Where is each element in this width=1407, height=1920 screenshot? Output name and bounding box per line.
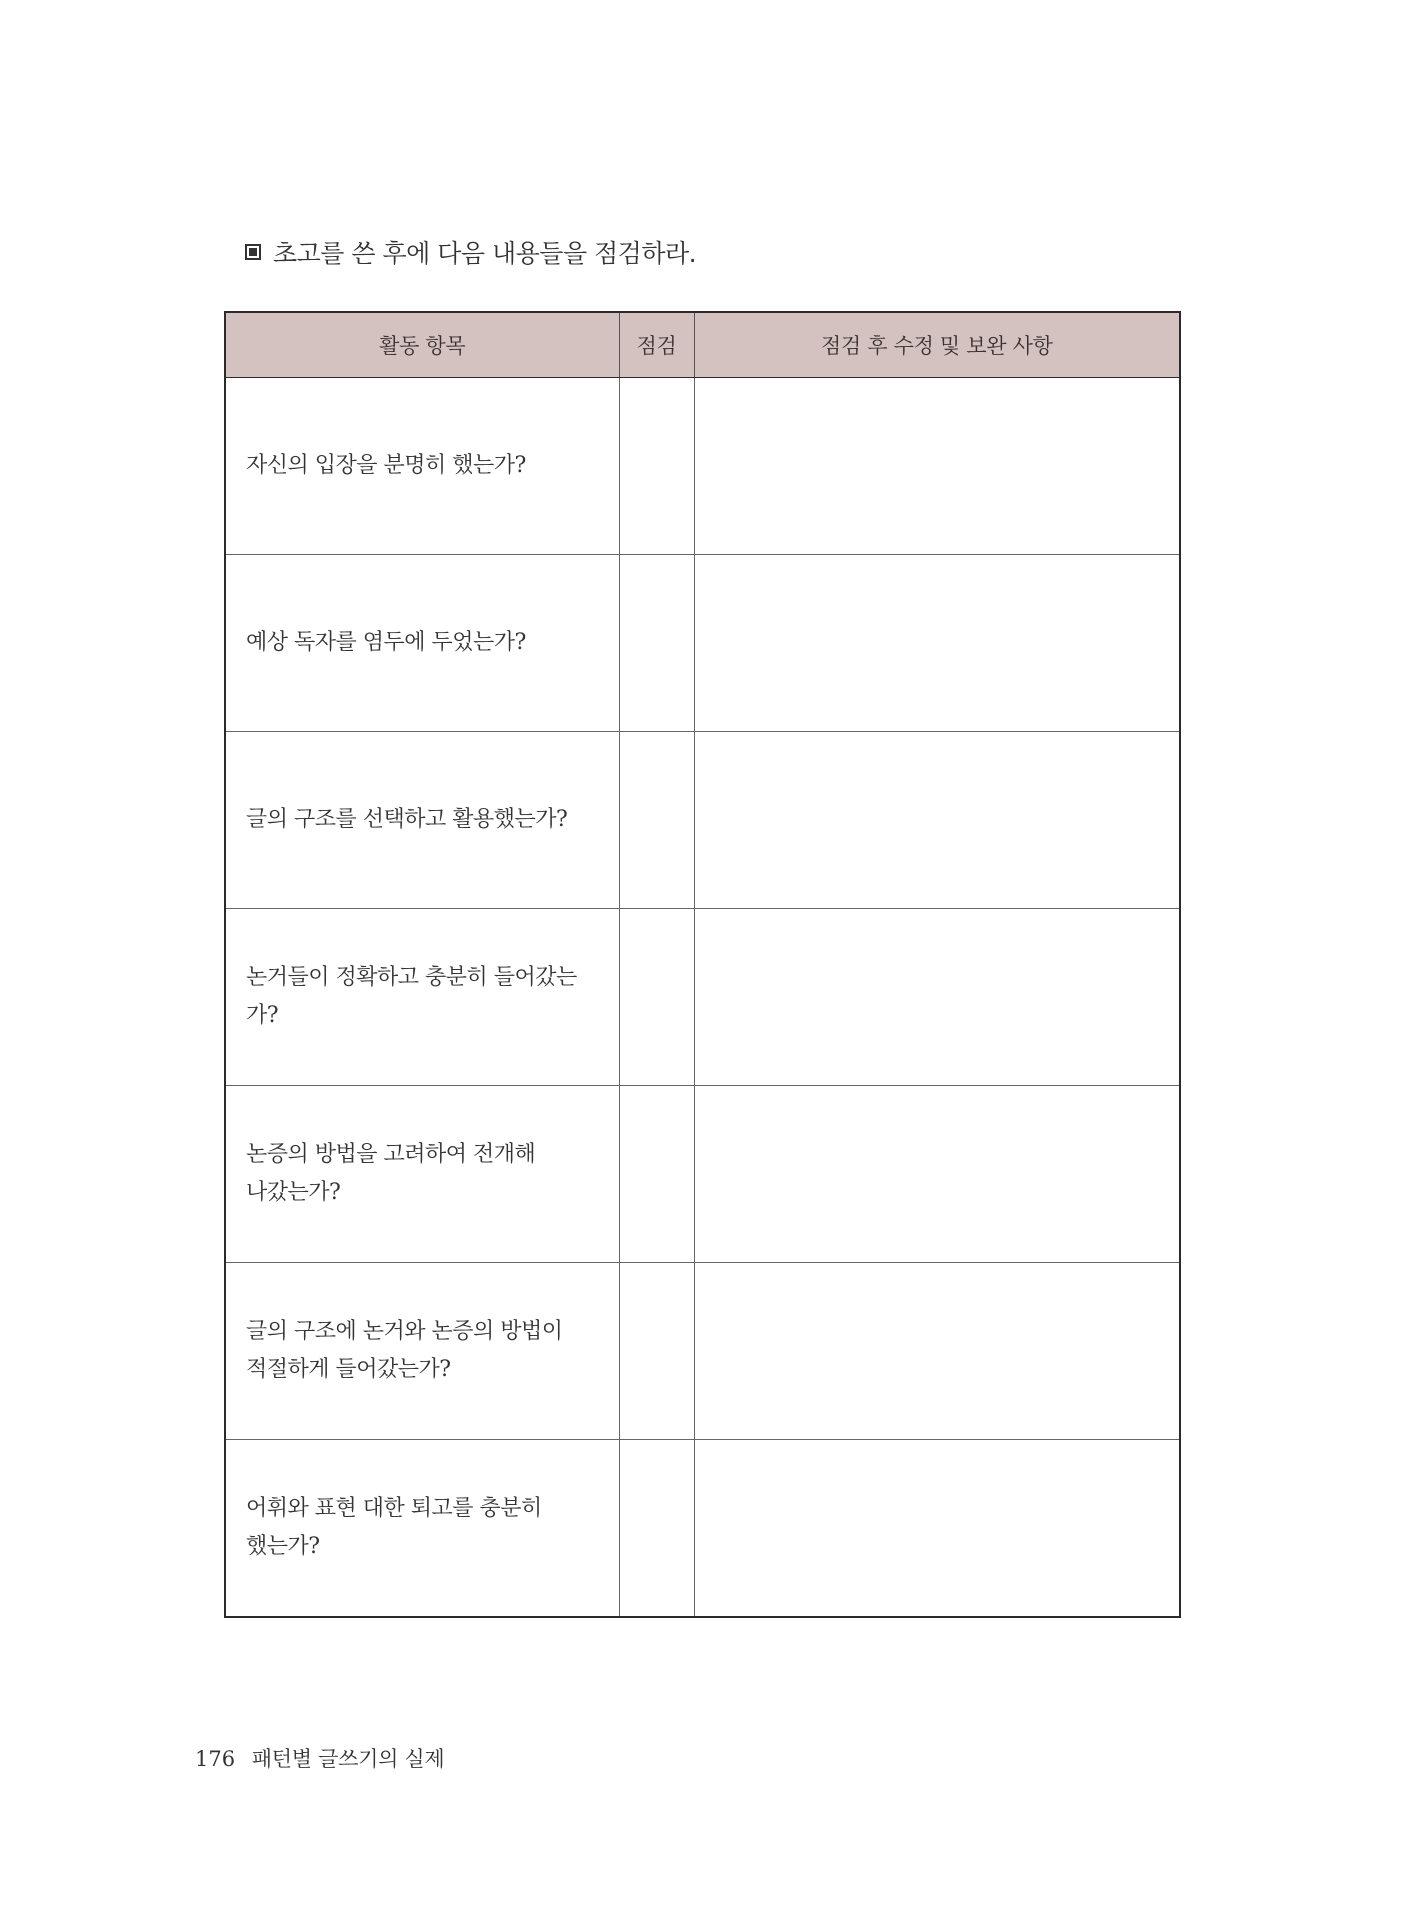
page-number: 176 — [195, 1747, 236, 1771]
checklist-table — [224, 311, 1181, 1618]
revision-notes-cell[interactable] — [694, 732, 1180, 909]
activity-item-cell: 자신의 입장을 분명히 했는가? — [225, 378, 619, 555]
check-cell[interactable] — [619, 1440, 694, 1618]
activity-item-cell: 어휘와 표현 대한 퇴고를 충분히 했는가? — [225, 1440, 619, 1618]
revision-notes-cell[interactable] — [694, 555, 1180, 732]
table-row — [225, 378, 1180, 555]
revision-notes-cell[interactable] — [694, 909, 1180, 1086]
check-cell[interactable] — [619, 378, 694, 555]
table-row — [225, 732, 1180, 909]
activity-item-cell: 글의 구조를 선택하고 활용했는가? — [225, 732, 619, 909]
table-header-row — [225, 312, 1180, 378]
revision-notes-cell[interactable] — [694, 1263, 1180, 1440]
table-row — [225, 555, 1180, 732]
square-bullet-icon — [245, 244, 261, 260]
instruction-line — [245, 232, 696, 272]
page-footer — [195, 1743, 444, 1773]
revision-notes-cell[interactable] — [694, 1086, 1180, 1263]
header-check: 점검 — [619, 312, 694, 378]
table-row — [225, 1440, 1180, 1618]
activity-item-cell: 논거들이 정확하고 충분히 들어갔는가? — [225, 909, 619, 1086]
table-row — [225, 909, 1180, 1086]
check-cell[interactable] — [619, 732, 694, 909]
check-cell[interactable] — [619, 1263, 694, 1440]
book-title: 패턴별 글쓰기의 실제 — [251, 1747, 445, 1771]
activity-item-cell: 글의 구조에 논거와 논증의 방법이 적절하게 들어갔는가? — [225, 1263, 619, 1440]
check-cell[interactable] — [619, 909, 694, 1086]
header-activity-item: 활동 항목 — [225, 312, 619, 378]
revision-notes-cell[interactable] — [694, 1440, 1180, 1618]
table-row — [225, 1263, 1180, 1440]
activity-item-cell: 예상 독자를 염두에 두었는가? — [225, 555, 619, 732]
table-row — [225, 1086, 1180, 1263]
instruction-text: 초고를 쓴 후에 다음 내용들을 점검하라. — [273, 239, 697, 268]
check-cell[interactable] — [619, 1086, 694, 1263]
revision-notes-cell[interactable] — [694, 378, 1180, 555]
header-revision-notes: 점검 후 수정 및 보완 사항 — [694, 312, 1180, 378]
check-cell[interactable] — [619, 555, 694, 732]
activity-item-cell: 논증의 방법을 고려하여 전개해 나갔는가? — [225, 1086, 619, 1263]
